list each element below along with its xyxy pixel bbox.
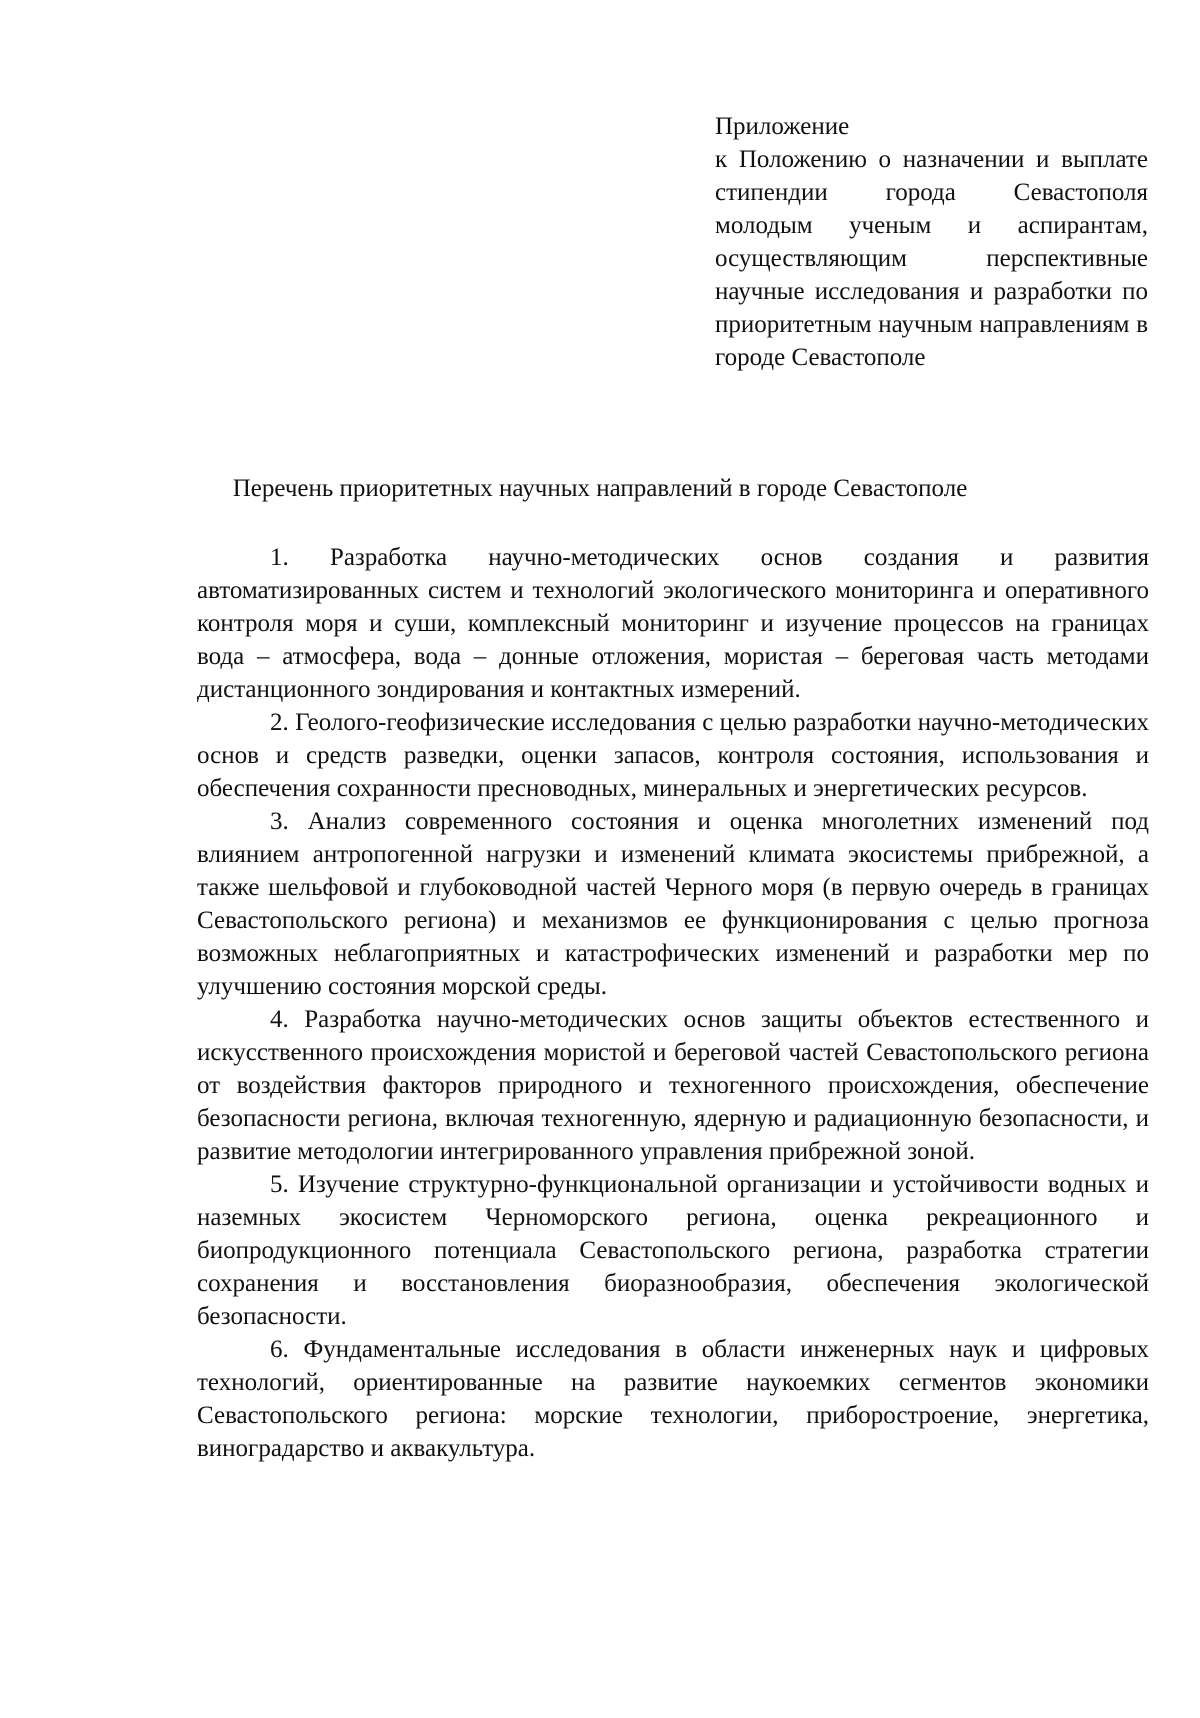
list-item-number: 6. xyxy=(270,1336,289,1363)
document-title: Перечень приоритетных научных направлений в городе Севастополе xyxy=(232,475,968,502)
list-item xyxy=(197,1333,1149,1465)
list-item xyxy=(197,706,1149,805)
list-item-number: 4. xyxy=(270,1006,289,1033)
list-item-number: 1. xyxy=(270,544,289,571)
list-item-text: Анализ современного состояния и оценка многолетних изменений под влиянием антропогенной нагрузки и изменений климата экосистемы прибрежной, а также шельфовой и глубоководной частей Черного моря (в первую очередь в границах Севастопольского региона) и механизмов ее функционирования с целью прогноза возможных неблагоприятных и катастрофических изменений и разработки мер по улучшению состояния морской среды. xyxy=(197,808,1149,1000)
list-item-text: Геолого-геофизические исследования с целью разработки научно-методических основ и средств разведки, оценки запасов, контроля состояния, использования и обеспечения сохранности пресноводных, минеральных и энергетических ресурсов. xyxy=(197,709,1149,802)
list-item-number: 3. xyxy=(270,808,289,835)
list-item-text: Разработка научно-методических основ создания и развития автоматизированных систем и технологий экологического мониторинга и оперативного контроля моря и суши, комплексный мониторинг и изучение процессов на границах вода – атмосфера, вода – донные отложения, мористая – береговая часть методами дистанционного зондирования и контактных измерений. xyxy=(197,544,1149,703)
list-item xyxy=(197,805,1149,1003)
list-item-number: 5. xyxy=(270,1171,289,1198)
list-item-text: Фундаментальные исследования в области инженерных наук и цифровых технологий, ориентированные на развитие наукоемких сегментов экономики Севастопольского региона: морские технологии, приборостроение, энергетика, виноградарство и аквакультура. xyxy=(197,1336,1149,1462)
list-item xyxy=(197,1168,1149,1333)
list-item xyxy=(197,541,1149,706)
appendix-label: Приложение xyxy=(715,113,850,140)
list-item-text: Изучение структурно-функциональной организации и устойчивости водных и наземных экосистем Черноморского региона, оценка рекреационного и биопродукционного потенциала Севастопольского региона, разработка стратегии сохранения и восстановления биоразнообразия, обеспечения экологической безопасности. xyxy=(197,1171,1149,1330)
list-item-number: 2. xyxy=(270,709,289,736)
appendix-header xyxy=(715,110,1148,374)
appendix-text: к Положению о назначении и выплате стипендии города Севастополя молодым ученым и аспирантам, осуществляющим перспективные научные исследования и разработки по приоритетным научным направлениям в городе Севастополе xyxy=(715,146,1148,371)
list-item-text: Разработка научно-методических основ защиты объектов естественного и искусственного происхождения мористой и береговой частей Севастопольского региона от воздействия факторов природного и техногенного происхождения, обеспечение безопасности региона, включая техногенную, ядерную и радиационную безопасности, и развитие методологии интегрированного управления прибрежной зоной. xyxy=(197,1006,1149,1165)
list-item xyxy=(197,1003,1149,1168)
directions-list xyxy=(197,541,1149,1465)
